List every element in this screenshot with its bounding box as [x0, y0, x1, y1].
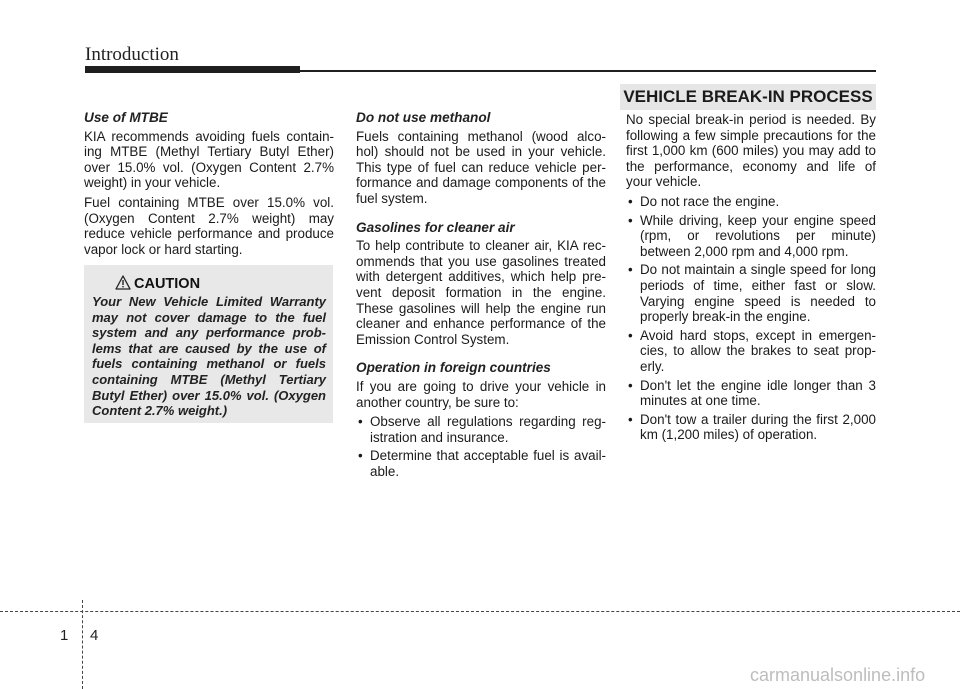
paragraph: Fuel containing MTBE over 15.0% vol. (Oxygen Content 2.7% weight) may reduce vehicle performance and produce vapor lock or hard starting. — [84, 194, 334, 257]
page-header-title: Introduction — [85, 44, 179, 65]
caution-title: CAUTION — [134, 276, 201, 292]
list-item: • Avoid hard stops, except in emergen-cies, to allow the brakes to seat prop-erly. — [626, 328, 876, 375]
column-right — [626, 112, 876, 446]
column-left — [84, 110, 334, 261]
bullet-list — [626, 194, 876, 443]
list-item: • Do not maintain a single speed for long periods of time, either fast or slow. Varying engine speed is needed to properly break-in the engine. — [626, 262, 876, 324]
watermark: carmanualsonline.info — [750, 665, 926, 685]
list-item: • Don't let the engine idle longer than 3 minutes at one time. — [626, 378, 876, 409]
list-item: • Determine that acceptable fuel is avail-able. — [356, 448, 606, 479]
heading-cleaner-air: Gasolines for cleaner air — [356, 219, 515, 235]
paragraph: Fuels containing methanol (wood alco-hol) should not be used in your vehicle. This type of fuel can reduce vehicle per-formance and damage components of the fuel system. — [356, 128, 606, 206]
caution-box — [84, 265, 333, 423]
heading-use-of-mtbe: Use of MTBE — [84, 110, 168, 125]
section-title: VEHICLE BREAK-IN PROCESS — [620, 84, 876, 110]
header-rule — [300, 70, 876, 72]
paragraph: No special break-in period is needed. By following a few simple precautions for the first 1,000 km (600 miles) you may add to the performance, economy and life of your vehicle. — [626, 112, 876, 190]
paragraph: To help contribute to cleaner air, KIA rec-ommends that you use gasolines treated with detergent additives, which help pre-vent deposit formation in the engine. These gasolines will help the engine run cleaner and enhance performance of the Emission Control System. — [356, 238, 606, 347]
list-item: • Observe all regulations regarding reg-istration and insurance. — [356, 414, 606, 445]
footer-divider-horizontal — [0, 611, 960, 612]
heading-foreign-countries: Operation in foreign countries — [356, 360, 551, 376]
bullet-list — [356, 414, 606, 479]
header-bar — [85, 66, 300, 73]
list-item: • While driving, keep your engine speed (rpm, or revolutions per minute) between 2,000 rpm and 4,000 rpm. — [626, 213, 876, 260]
footer-divider-vertical — [82, 600, 83, 689]
column-middle — [356, 110, 606, 482]
warning-triangle-icon — [115, 275, 131, 295]
list-item: • Do not race the engine. — [626, 194, 876, 210]
caution-text: Your New Vehicle Limited Warranty may not cover damage to the fuel system and any performance prob-lems that are caused by the use of fuels containing methanol or fuels containing MTBE (Methyl Tertiary Butyl Ether) over 15.0% vol. (Oxygen Content 2.7% weight.) — [92, 294, 326, 419]
paragraph: If you are going to drive your vehicle in another country, be sure to: — [356, 378, 606, 410]
list-item: • Don't tow a trailer during the first 2,000 km (1,200 miles) of operation. — [626, 412, 876, 443]
chapter-number: 1 — [60, 627, 69, 644]
heading-methanol: Do not use methanol — [356, 110, 491, 125]
paragraph: KIA recommends avoiding fuels contain-ing MTBE (Methyl Tertiary Butyl Ether) over 15.0% vol. (Oxygen Content 2.7% weight) in your vehicle. — [84, 128, 334, 191]
page-number: 4 — [90, 627, 99, 644]
